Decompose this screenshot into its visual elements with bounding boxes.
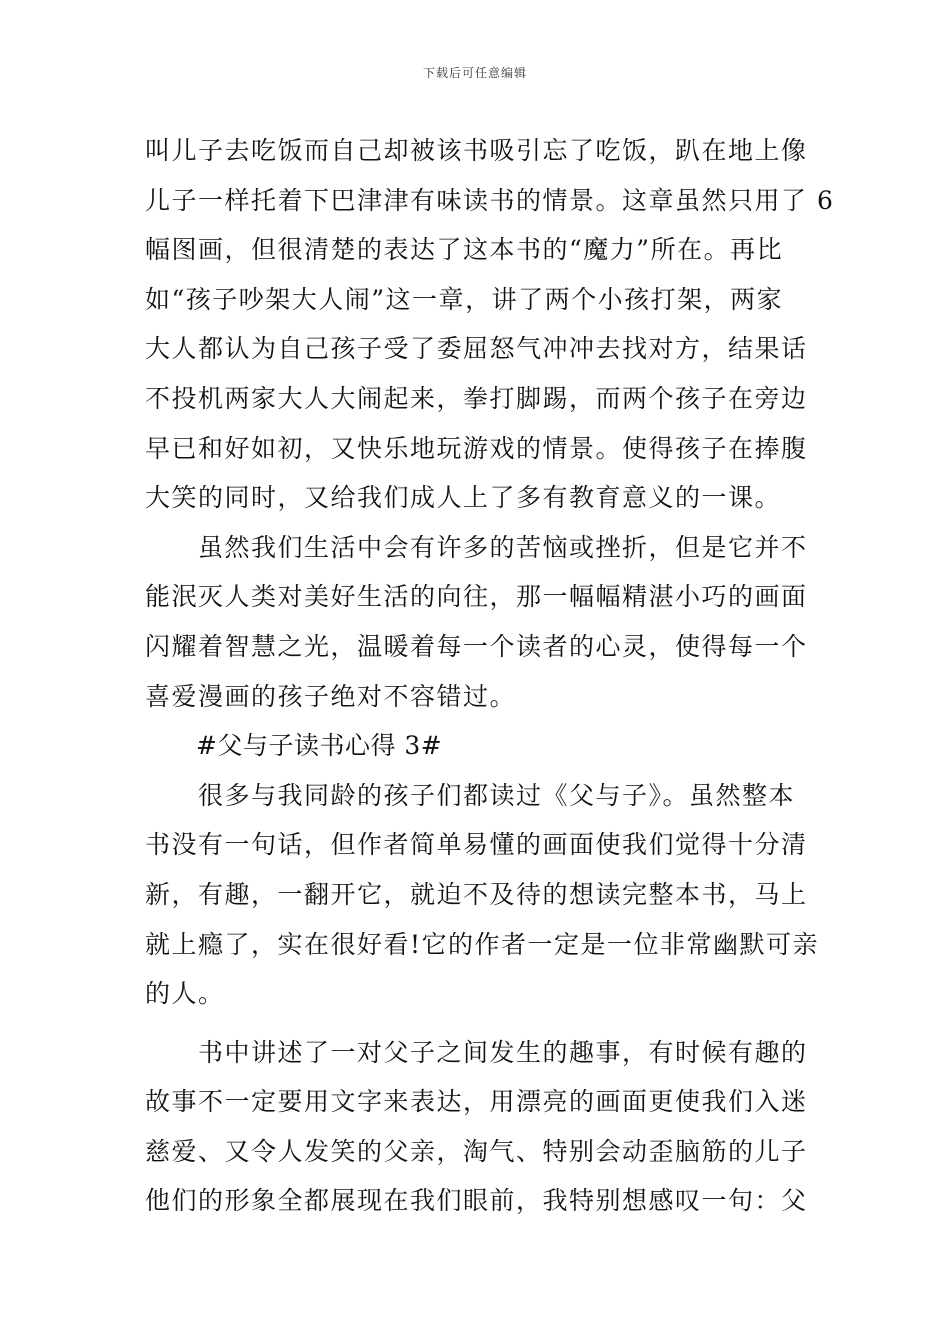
text-line: 如“孩子吵架大人闹”这一章，讲了两个小孩打架，两家 — [145, 284, 784, 314]
text-line: 大人都认为自己孩子受了委屈怒气冲冲去找对方，结果话 — [145, 334, 808, 364]
text-line: 能泯灭人类对美好生活的向往，那一幅幅精湛小巧的画面 — [145, 582, 808, 612]
text-line: 大笑的同时，又给我们成人上了多有教育意义的一课。 — [145, 483, 782, 513]
text-line: 的人。 — [145, 979, 225, 1009]
text-line: 早已和好如初，又快乐地玩游戏的情景。使得孩子在捧腹 — [145, 433, 808, 463]
paragraph — [145, 523, 810, 721]
text-line: 新，有趣，一翻开它，就迫不及待的想读完整本书，马上 — [145, 879, 808, 909]
text-line: 闪耀着智慧之光，温暖着每一个读者的心灵，使得每一个 — [145, 631, 808, 661]
text-line: 儿子一样托着下巴津津有味读书的情景。这章虽然只用了 6 — [145, 185, 835, 215]
paragraph — [145, 1028, 810, 1226]
text-line: 幅图画，但很清楚的表达了这本书的“魔力”所在。再比 — [145, 235, 784, 265]
text-line: 慈爱、又令人发笑的父亲，淘气、特别会动歪脑筋的儿子 — [145, 1136, 808, 1166]
text-line: 书中讲述了一对父子之间发生的趣事，有时候有趣的 — [145, 1037, 808, 1067]
paragraph — [145, 771, 820, 1019]
text-line: 不投机两家大人大闹起来，拳打脚踢，而两个孩子在旁边 — [145, 383, 808, 413]
text-line: 叫儿子去吃饭而自己却被该书吸引忘了吃饭，趴在地上像 — [145, 136, 808, 165]
paragraph — [145, 126, 835, 523]
text-line: 他们的形象全都展现在我们眼前，我特别想感叹一句：父 — [145, 1186, 808, 1216]
document-body — [145, 126, 835, 1226]
paragraph-gap — [145, 1019, 810, 1028]
text-line: 就上瘾了，实在很好看!它的作者一定是一位非常幽默可亲 — [145, 929, 820, 959]
page-header: 下载后可任意编辑 — [422, 66, 527, 80]
text-line: 故事不一定要用文字来表达，用漂亮的画面更使我们入迷 — [145, 1087, 808, 1117]
heading-line: #父与子读书心得 3# — [145, 731, 443, 761]
text-line: 书没有一句话，但作者简单易懂的画面使我们觉得十分清 — [145, 830, 808, 860]
text-line: 虽然我们生活中会有许多的苦恼或挫折，但是它并不 — [145, 532, 808, 562]
section-heading — [145, 721, 810, 771]
text-line: 喜爱漫画的孩子绝对不容错过。 — [145, 681, 517, 711]
text-line: 很多与我同龄的孩子们都读过《父与子》。虽然整本 — [145, 780, 796, 810]
